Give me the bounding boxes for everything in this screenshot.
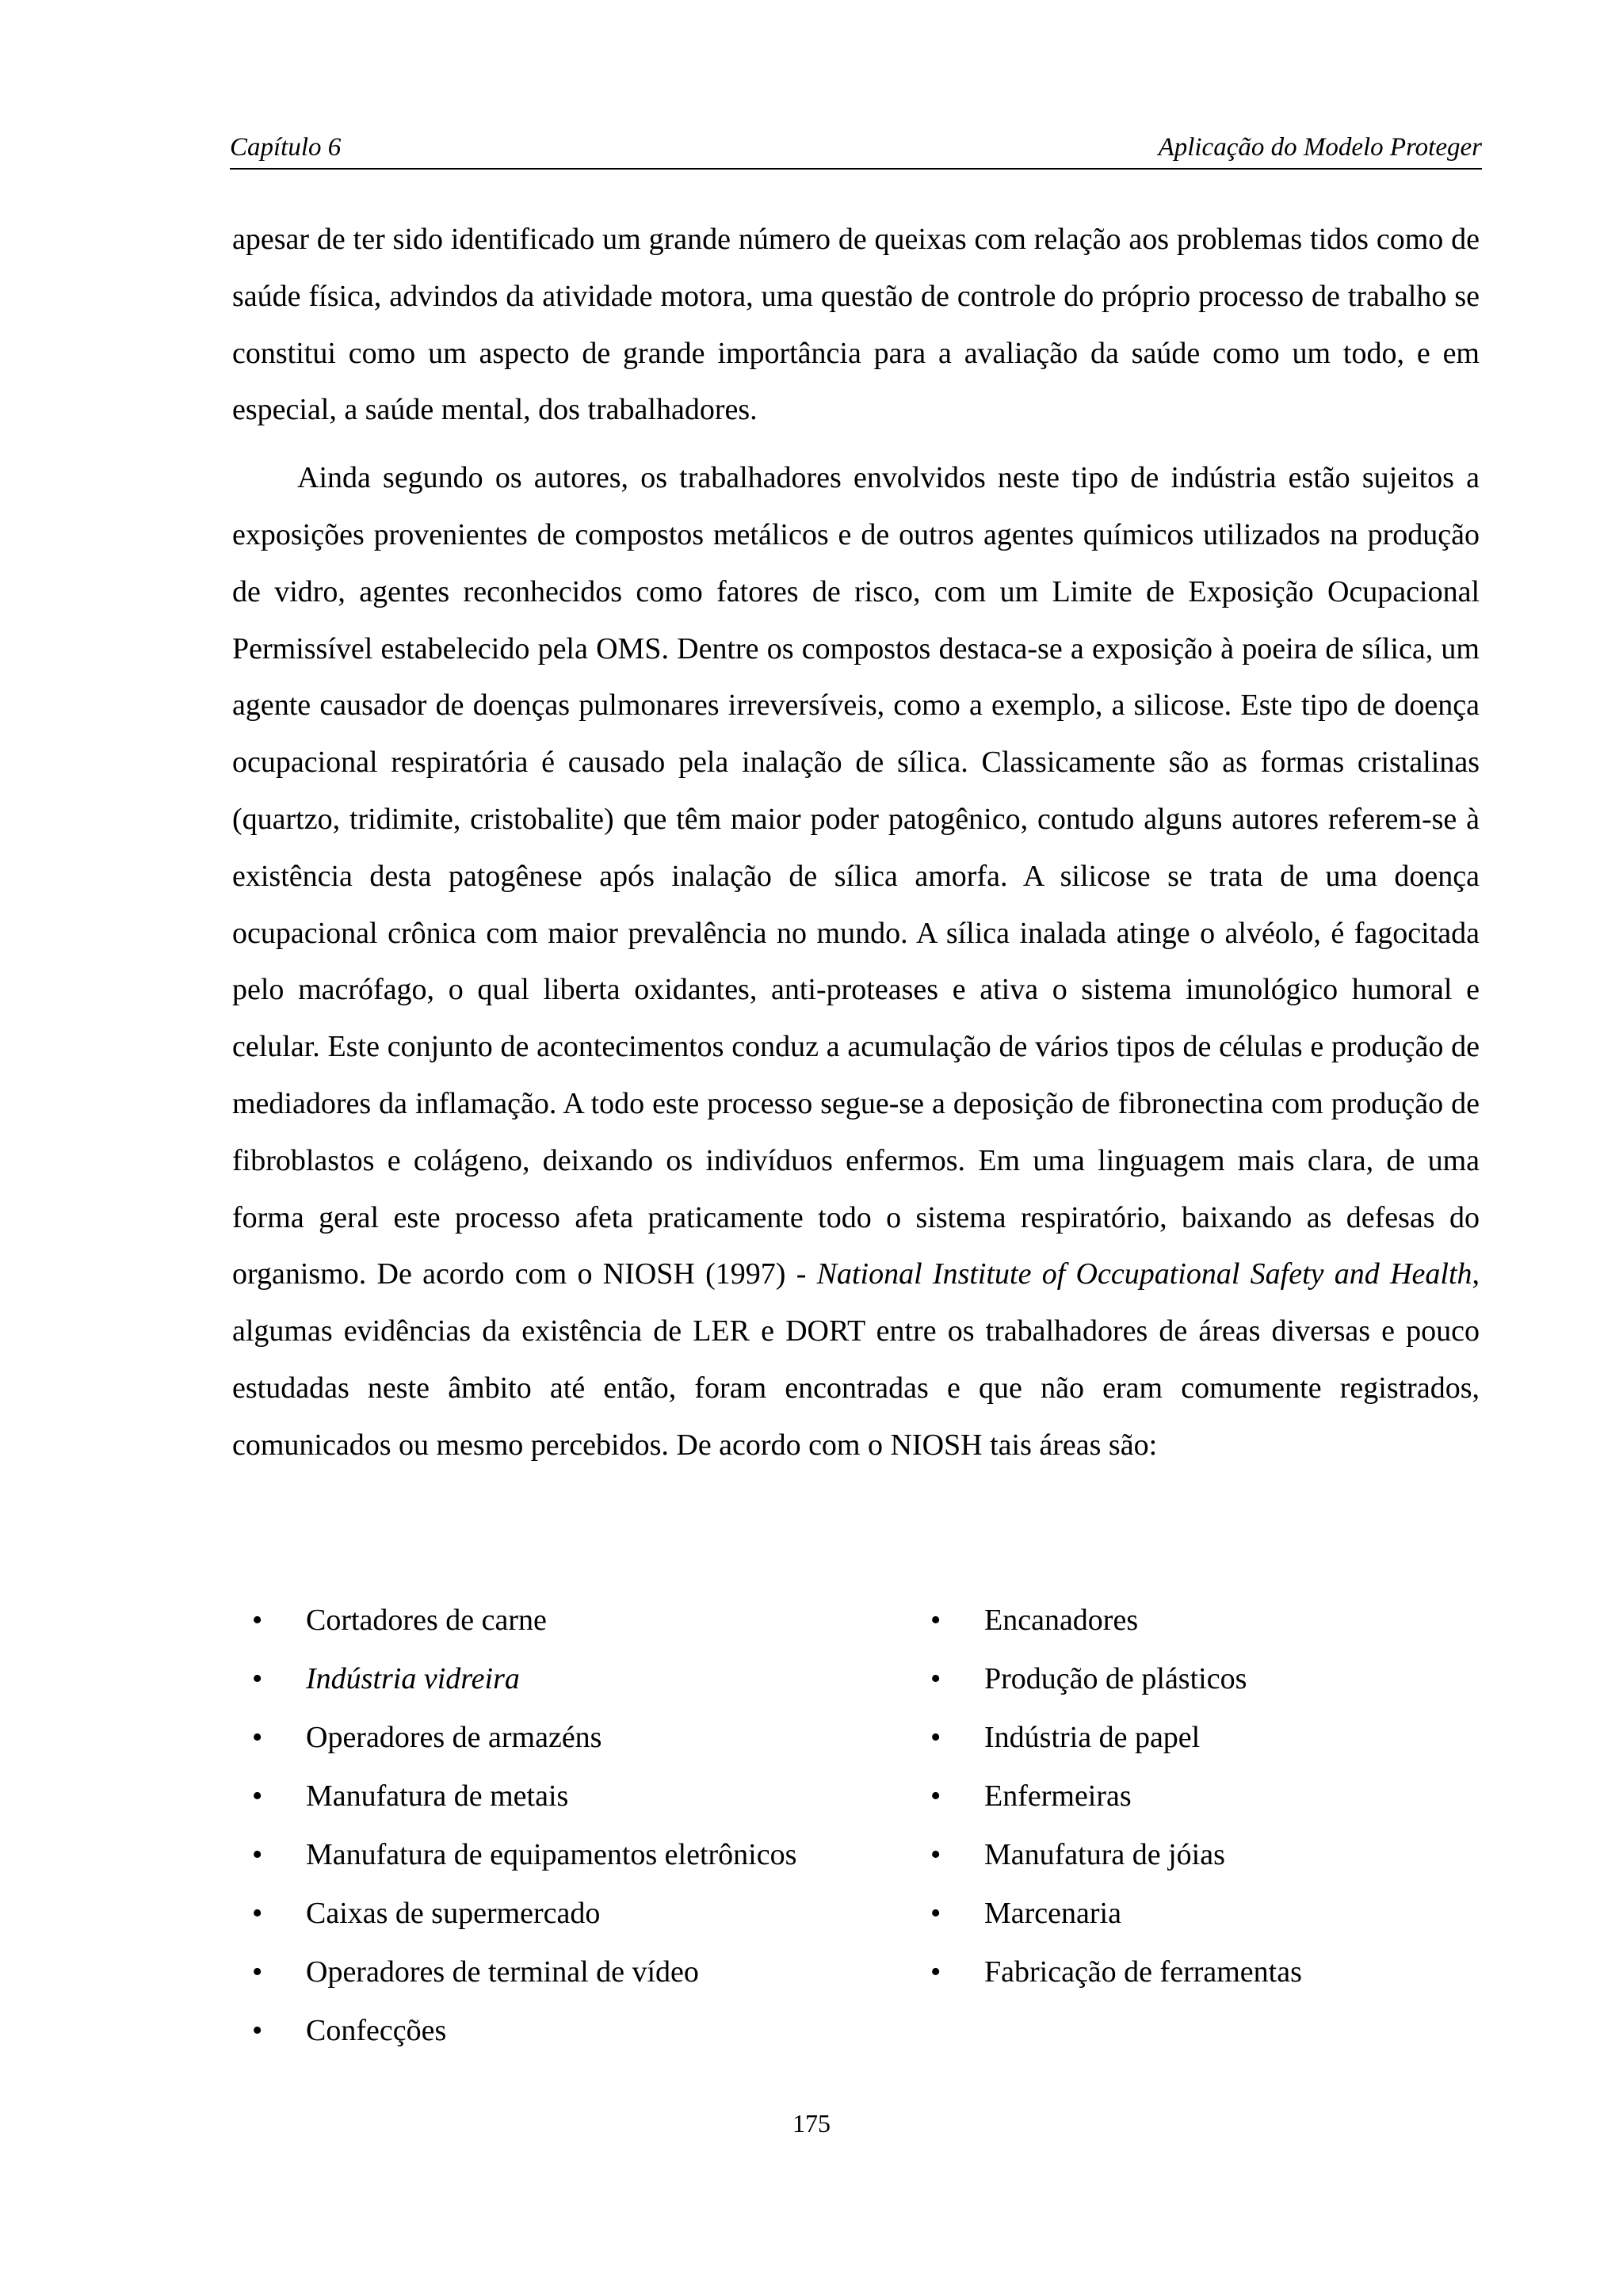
bullet-icon: • — [930, 1897, 941, 1930]
list-item — [252, 1884, 886, 1943]
paragraph-niosh — [232, 450, 1480, 1474]
list-item-label: Fabricação de ferramentas — [984, 1955, 1302, 1989]
bullet-icon: • — [252, 2014, 263, 2047]
bullet-icon: • — [930, 1662, 941, 1695]
list-item-label: Confecções — [306, 2014, 447, 2047]
list-item-label: Indústria vidreira — [306, 1662, 520, 1695]
list-item-label: Caixas de supermercado — [306, 1897, 601, 1930]
list-item — [252, 1767, 886, 1825]
bullet-icon: • — [930, 1955, 941, 1989]
page-header — [230, 127, 1482, 170]
bullet-icon: • — [252, 1604, 263, 1637]
bullet-icon: • — [252, 1779, 263, 1813]
list-item — [252, 1943, 886, 2001]
list-item-label: Produção de plásticos — [984, 1662, 1247, 1695]
list-item — [252, 1650, 886, 1708]
list-item — [930, 1767, 1485, 1825]
list-item-label: Manufatura de metais — [306, 1779, 569, 1813]
list-item — [252, 1591, 886, 1650]
areas-list-right — [930, 1591, 1485, 2001]
list-item — [930, 1825, 1485, 1884]
list-item-label: Operadores de armazéns — [306, 1721, 602, 1754]
bullet-icon: • — [252, 1662, 263, 1695]
list-item — [252, 1708, 886, 1767]
areas-list-left — [252, 1591, 886, 2060]
list-item-label: Marcenaria — [984, 1897, 1121, 1930]
bullet-icon: • — [252, 1897, 263, 1930]
list-item-label: Indústria de papel — [984, 1721, 1201, 1754]
bullet-icon: • — [930, 1779, 941, 1813]
niosh-full-name: National Institute of Occupational Safety and Health — [816, 1257, 1472, 1291]
bullet-icon: • — [252, 1955, 263, 1989]
list-item-label: Encanadores — [984, 1604, 1139, 1637]
chapter-label: Capítulo 6 — [230, 133, 342, 162]
body-text — [232, 212, 1480, 1474]
paragraph-text: , algumas evidências da existência de LER e DORT entre os trabalhadores de áreas diversas e pouco estudadas neste âmbito até então, foram encontradas e que não eram comumente registrados, comunicados ou mesmo percebidos. De acordo com o NIOSH tais áreas são: — [232, 1257, 1480, 1462]
section-title: Aplicação do Modelo Proteger — [1158, 133, 1482, 162]
list-item-label: Enfermeiras — [984, 1779, 1132, 1813]
list-item — [930, 1884, 1485, 1943]
list-item — [252, 2001, 886, 2060]
bullet-icon: • — [252, 1721, 263, 1754]
list-item-label: Operadores de terminal de vídeo — [306, 1955, 699, 1989]
paragraph-continuation: apesar de ter sido identificado um grande número de queixas com relação aos problemas tidos como de saúde física, advindos da atividade motora, uma questão de controle do próprio processo de trabalho se constitui como um aspecto de grande importância para a avaliação da saúde como um todo, e em especial, a saúde mental, dos trabalhadores. — [232, 223, 1480, 427]
list-item — [252, 1825, 886, 1884]
list-item — [930, 1591, 1485, 1650]
list-item-label: Manufatura de jóias — [984, 1838, 1225, 1871]
bullet-icon: • — [930, 1604, 941, 1637]
paragraph-text: Ainda segundo os autores, os trabalhadores envolvidos neste tipo de indústria estão sujeitos a exposições provenientes de compostos metálicos e de outros agentes químicos utilizados na produção de vidro, agentes reconhecidos como fatores de risco, com um Limite de Exposição Ocupacional Permissível estabelecido pela OMS. Dentre os compostos destaca-se a exposição à poeira de sílica, um agente causador de doenças pulmonares irreversíveis, como a exemplo, a silicose. Este tipo de doença ocupacional respiratória é causado pela inalação de sílica. Classicamente são as formas cristalinas (quartzo, tridimite, cristobalite) que têm maior poder patogênico, contudo alguns autores referem-se à existência desta patogênese após inalação de sílica amorfa. A silicose se trata de uma doença ocupacional crônica com maior prevalência no mundo. A sílica inalada atinge o alvéolo, é fagocitada pelo macrófago, o qual liberta oxidantes, anti-proteases e ativa o sistema imunológico humoral e celular. Este conjunto de acontecimentos conduz a acumulação de vários tipos de células e produção de mediadores da inflamação. A todo este processo segue-se a deposição de fibronectina com produção de fibroblastos e colágeno, deixando os indivíduos enfermos. Em uma linguagem mais clara, de uma forma geral este processo afeta praticamente todo o sistema respiratório, baixando as defesas do organismo. De acordo com o NIOSH (1997) - — [232, 461, 1480, 1291]
bullet-icon: • — [930, 1838, 941, 1871]
list-item — [930, 1708, 1485, 1767]
list-item-label: Cortadores de carne — [306, 1604, 547, 1637]
page-number: 175 — [792, 2109, 831, 2138]
bullet-icon: • — [252, 1838, 263, 1871]
list-item-label: Manufatura de equipamentos eletrônicos — [306, 1838, 797, 1871]
list-item — [930, 1650, 1485, 1708]
bullet-icon: • — [930, 1721, 941, 1754]
list-item — [930, 1943, 1485, 2001]
